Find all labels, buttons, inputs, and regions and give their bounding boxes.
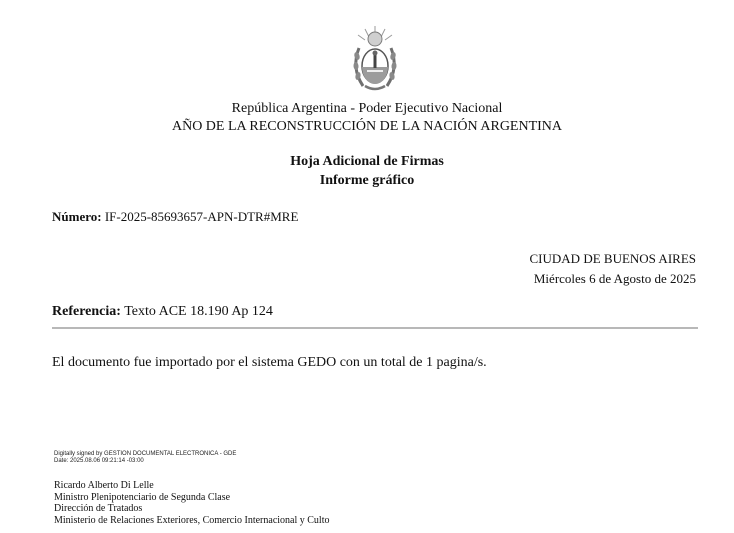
digital-signature-stamp [54, 451, 236, 465]
digital-signature-date: Date: 2025.08.06 09:21:14 -03:00 [54, 458, 144, 464]
document-subtitle: Informe gráfico [319, 173, 415, 188]
body-text: El documento fue importado por el sistema GEDO con un total de 1 pagina/s. [52, 355, 487, 370]
document-number-label: Número: [52, 209, 102, 224]
document-number [52, 209, 298, 225]
signer-block [54, 480, 329, 526]
year-motto: AÑO DE LA RECONSTRUCCIÓN DE LA NACIÓN ARGENTINA [171, 119, 563, 134]
city: CIUDAD DE BUENOS AIRES [529, 251, 696, 266]
signer-ministry: Ministerio de Relaciones Exteriores, Comercio Internacional y Culto [54, 514, 330, 526]
divider [52, 327, 698, 329]
document-number-value: IF-2025-85693657-APN-DTR#MRE [104, 209, 299, 224]
place-and-date [530, 249, 696, 289]
date: Miércoles 6 de Agosto de 2025 [533, 271, 696, 286]
signer-office: Dirección de Tratados [54, 503, 143, 514]
digital-signature-line: Digitally signed by GESTION DOCUMENTAL ELECTRONICA - GDE [54, 451, 237, 457]
issuing-authority: República Argentina - Poder Ejecutivo Nacional [231, 101, 503, 116]
national-coat-of-arms-icon [349, 24, 401, 96]
reference-value: Texto ACE 18.190 Ap 124 [124, 304, 273, 319]
signer-name: Ricardo Alberto Di Lelle [54, 480, 154, 491]
document-title: Hoja Adicional de Firmas [290, 154, 444, 169]
reference [52, 304, 273, 320]
signer-position: Ministro Plenipotenciario de Segunda Clase [54, 491, 231, 503]
reference-label: Referencia: [52, 304, 121, 319]
